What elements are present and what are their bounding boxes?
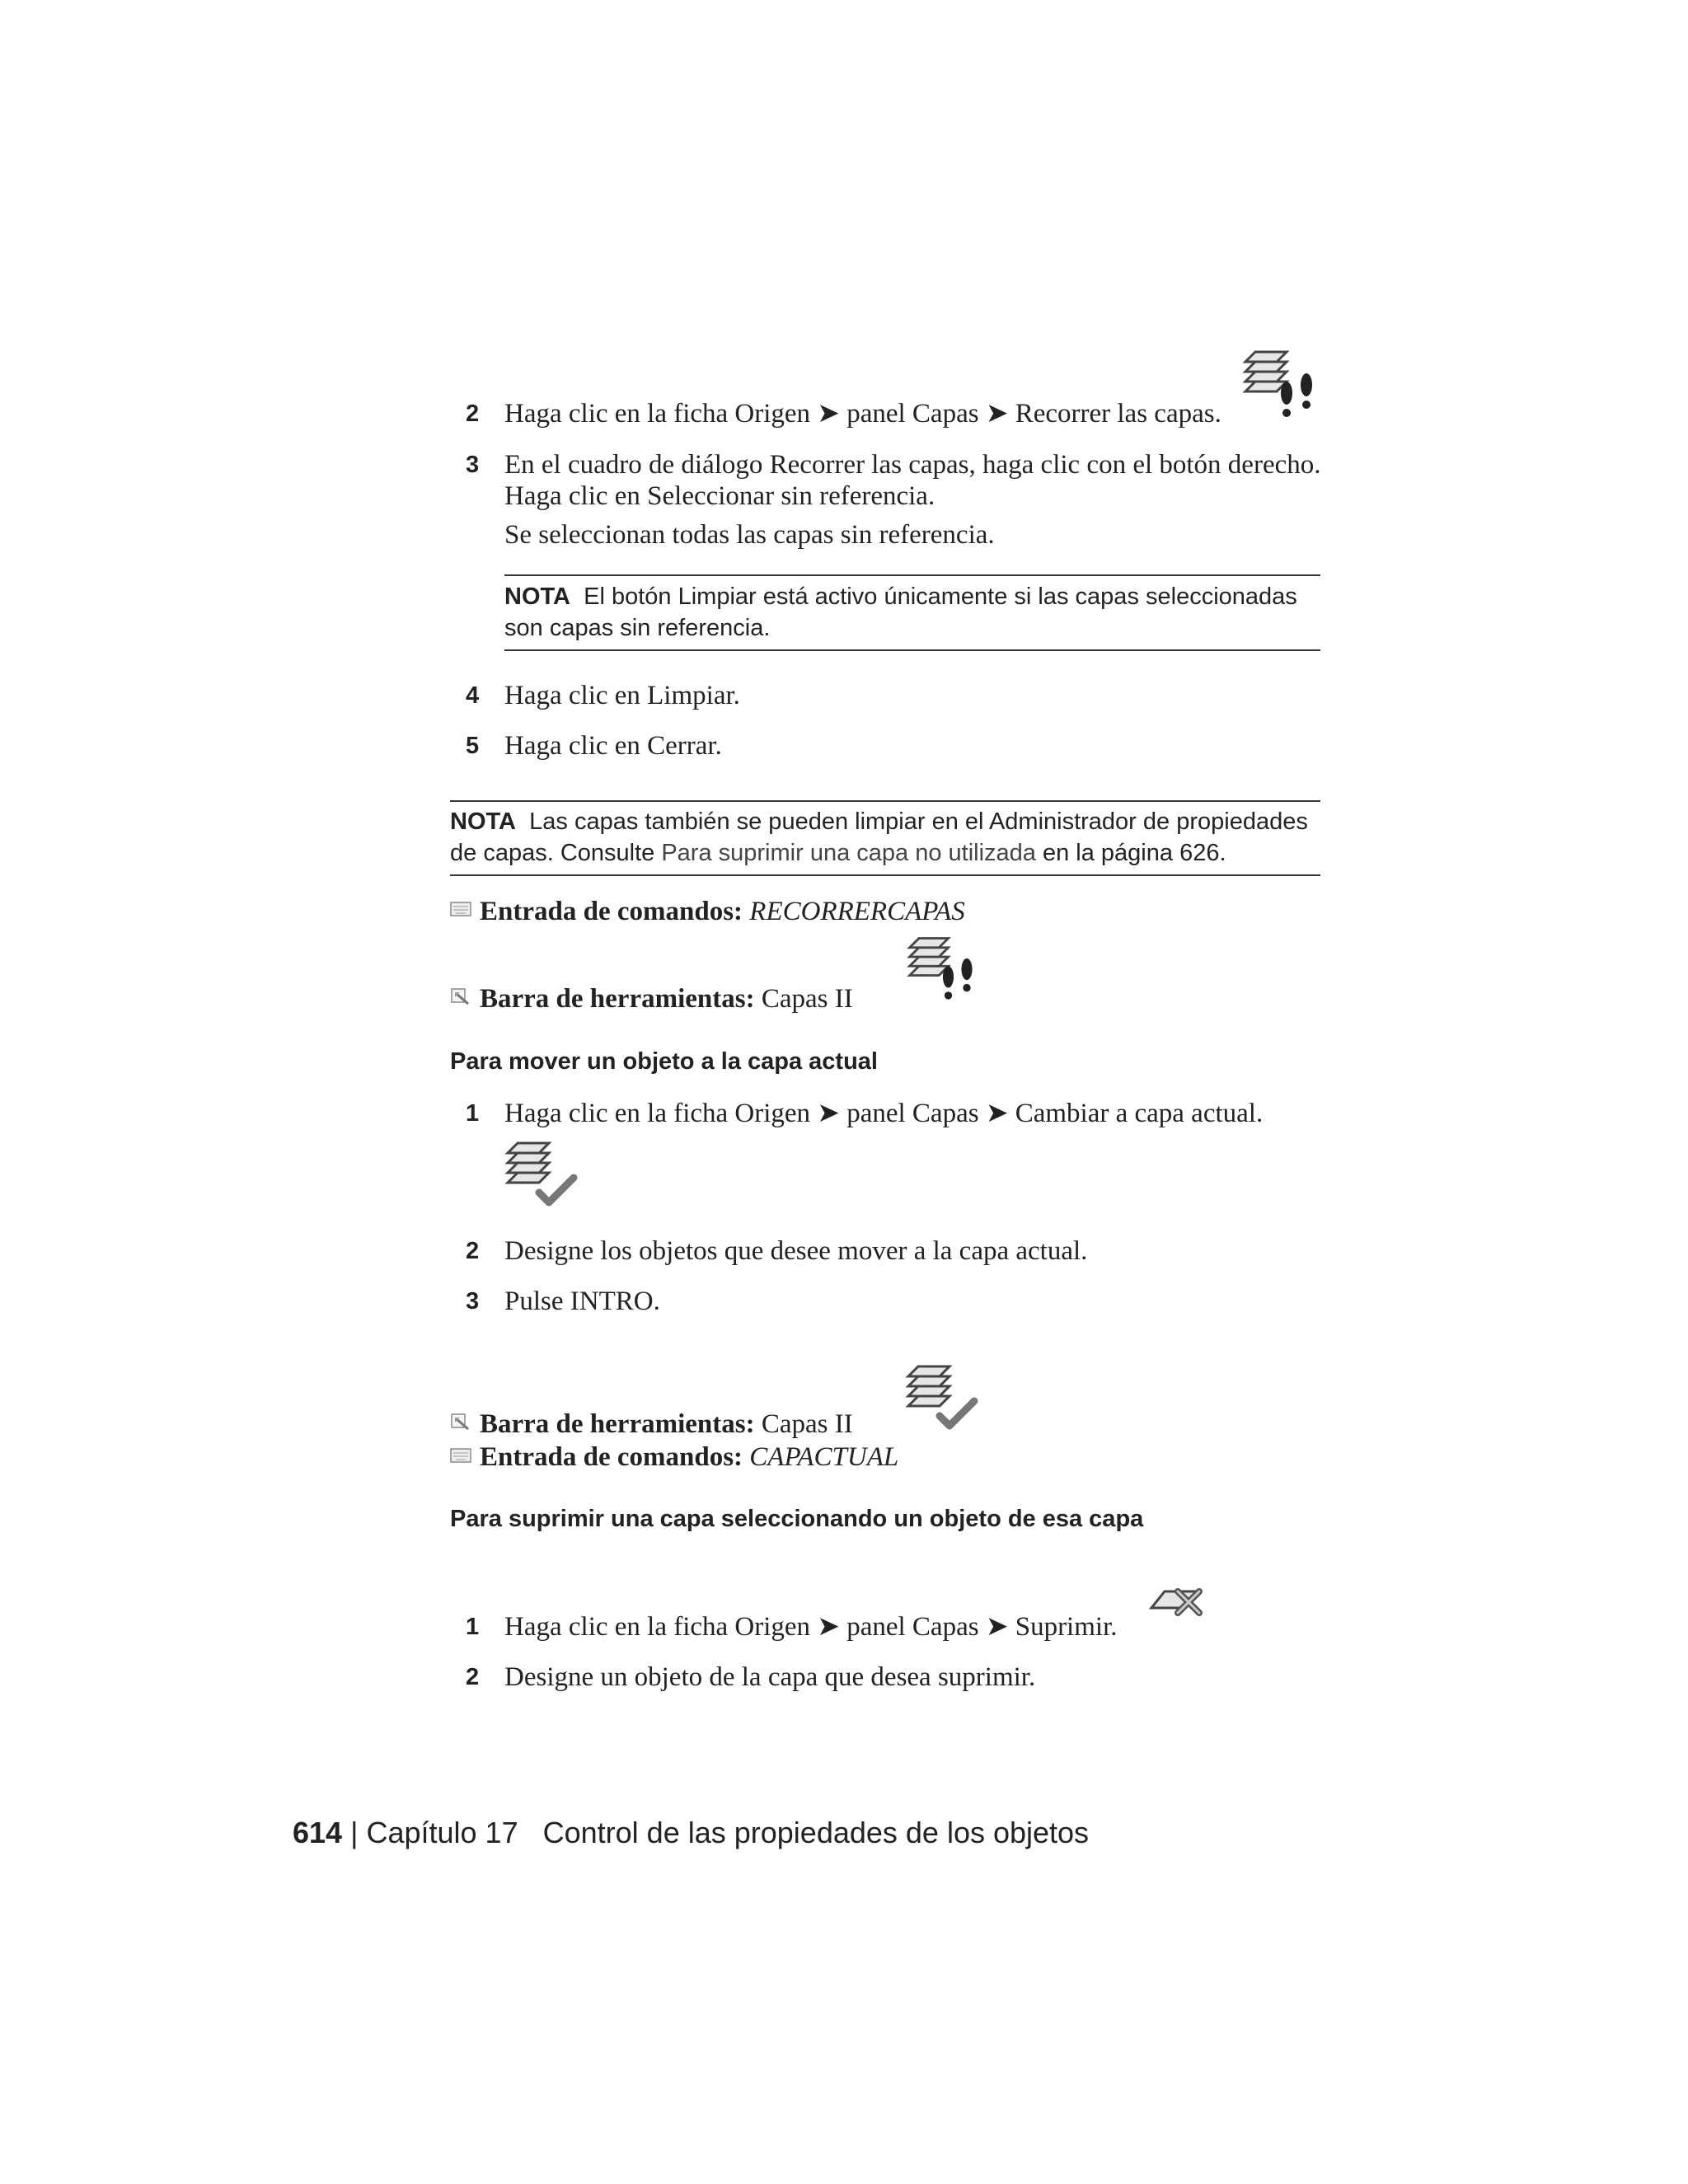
step-text: Designe los objetos que desee mover a la capa actual. bbox=[504, 1236, 1088, 1266]
step-number: 1 bbox=[466, 1614, 480, 1640]
note-text: de capas. Consulte bbox=[450, 840, 662, 866]
layer-make-current-icon bbox=[504, 1140, 579, 1209]
section-heading: Para mover un objeto a la capa actual bbox=[450, 1048, 878, 1075]
command-value: CAPACTUAL bbox=[749, 1442, 899, 1472]
note-box bbox=[450, 806, 1320, 869]
step-text: En el cuadro de diálogo Recorrer las capas, haga clic con el botón derecho. bbox=[504, 450, 1321, 480]
toolbar-icon bbox=[450, 987, 471, 1007]
layer-delete-icon bbox=[1148, 1577, 1207, 1621]
step-text: Haga clic en la ficha Origen ➤ panel Capas ➤ Cambiar a capa actual. bbox=[504, 1099, 1264, 1128]
toolbar-icon bbox=[450, 1413, 471, 1432]
note-text: El botón Limpiar está activo únicamente si las capas seleccionadas bbox=[584, 583, 1297, 610]
step-number: 4 bbox=[466, 682, 480, 709]
section-heading: Para suprimir una capa seleccionando un objeto de esa capa bbox=[450, 1506, 1144, 1532]
step-text: Haga clic en Limpiar. bbox=[504, 681, 740, 710]
step-number: 2 bbox=[466, 401, 480, 427]
command-entry bbox=[480, 897, 965, 927]
command-label: Entrada de comandos: bbox=[480, 897, 743, 926]
command-label: Entrada de comandos: bbox=[480, 1442, 743, 1472]
layer-walk-icon bbox=[1240, 350, 1320, 419]
chapter-label: Capítulo 17 bbox=[366, 1816, 518, 1849]
note-bottom-rule bbox=[504, 649, 1320, 651]
note-top-rule bbox=[504, 574, 1320, 576]
toolbar-label: Barra de herramientas: bbox=[480, 1409, 755, 1439]
step-number: 1 bbox=[466, 1100, 480, 1127]
command-entry bbox=[480, 1442, 898, 1473]
step-text: Haga clic en Seleccionar sin referencia. bbox=[504, 481, 935, 511]
note-bottom-rule bbox=[450, 874, 1320, 876]
step-result: Se seleccionan todas las capas sin referencia. bbox=[504, 520, 995, 550]
step-text: Haga clic en la ficha Origen ➤ panel Capas ➤ Recorrer las capas. bbox=[504, 399, 1221, 429]
note-label: NOTA bbox=[450, 808, 517, 835]
toolbar-value: Capas II bbox=[761, 1409, 853, 1439]
step-text: Pulse INTRO. bbox=[504, 1286, 660, 1316]
command-value: RECORRERCAPAS bbox=[749, 897, 965, 926]
note-top-rule bbox=[450, 800, 1320, 802]
step-number: 2 bbox=[466, 1238, 480, 1264]
keyboard-icon bbox=[450, 902, 471, 916]
step-text: Haga clic en Cerrar. bbox=[504, 731, 722, 761]
note-text: en la página 626. bbox=[1035, 840, 1226, 866]
layer-walk-icon bbox=[905, 936, 979, 1002]
step-number: 3 bbox=[466, 1288, 480, 1315]
layer-make-current-icon bbox=[905, 1363, 979, 1432]
note-label: NOTA bbox=[504, 583, 571, 610]
page-footer bbox=[293, 1816, 1089, 1850]
step-number: 5 bbox=[466, 733, 480, 759]
toolbar-label: Barra de herramientas: bbox=[480, 984, 755, 1014]
note-text: son capas sin referencia. bbox=[504, 615, 771, 641]
chapter-title: Control de las propiedades de los objetos bbox=[542, 1816, 1090, 1849]
keyboard-icon bbox=[450, 1448, 471, 1463]
note-text: Las capas también se pueden limpiar en el Administrador de propiedades bbox=[529, 808, 1308, 835]
step-text: Haga clic en la ficha Origen ➤ panel Capas ➤ Suprimir. bbox=[504, 1612, 1118, 1642]
toolbar-entry bbox=[480, 1409, 853, 1440]
step-number: 3 bbox=[466, 452, 480, 478]
toolbar-entry bbox=[480, 984, 853, 1015]
step-text: Designe un objeto de la capa que desea suprimir. bbox=[504, 1662, 1036, 1692]
note-box bbox=[504, 581, 1320, 644]
footer-separator: | bbox=[350, 1816, 359, 1849]
page-number: 614 bbox=[293, 1816, 343, 1849]
toolbar-value: Capas II bbox=[761, 984, 853, 1014]
step-number: 2 bbox=[466, 1664, 480, 1690]
cross-reference-link[interactable]: Para suprimir una capa no utilizada bbox=[661, 840, 1036, 866]
